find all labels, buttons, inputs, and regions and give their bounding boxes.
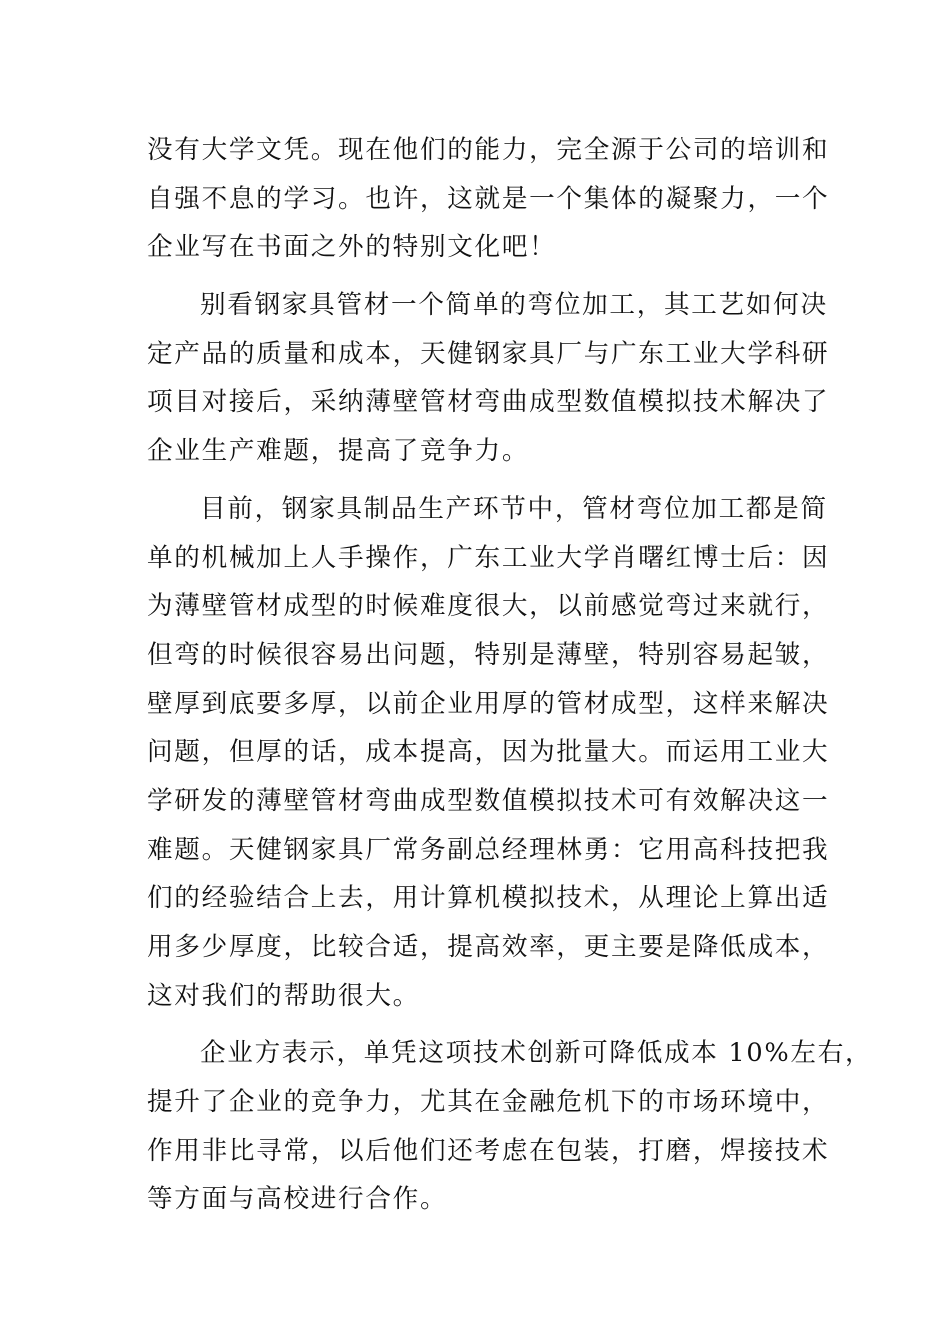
paragraph-line: 企业写在书面之外的特别文化吧！ bbox=[147, 232, 557, 263]
paragraph-line: 定产品的质量和成本，天健钢家具厂与广东工业大学科研 bbox=[147, 338, 830, 369]
paragraph-line: 但弯的时候很容易出问题，特别是薄壁，特别容易起皱， bbox=[147, 639, 830, 670]
paragraph-1 bbox=[147, 126, 830, 272]
paragraph-2 bbox=[147, 281, 830, 476]
paragraph-gap bbox=[147, 272, 817, 281]
paragraph-line: 没有大学文凭。现在他们的能力，完全源于公司的培训和 bbox=[147, 135, 830, 165]
paragraph-line: 为薄壁管材成型的时候难度很大，以前感觉弯过来就行， bbox=[147, 591, 830, 622]
paragraph-line: 这对我们的帮助很大。 bbox=[147, 980, 420, 1011]
paragraph-3 bbox=[147, 485, 830, 1021]
paragraph-line: 学研发的薄壁管材弯曲成型数值模拟技术可有效解决这一 bbox=[147, 785, 830, 816]
paragraph-line: 自强不息的学习。也许，这就是一个集体的凝聚力，一个 bbox=[147, 183, 830, 214]
paragraph-line: 作用非比寻常，以后他们还考虑在包装，打磨，焊接技术 bbox=[147, 1135, 830, 1166]
paragraph-line: 企业生产难题，提高了竞争力。 bbox=[147, 436, 530, 467]
paragraph-gap bbox=[147, 476, 817, 485]
paragraph-line: 项目对接后，采纳薄壁管材弯曲成型数值模拟技术解决了 bbox=[147, 387, 830, 418]
paragraph-line: 提升了企业的竞争力，尤其在金融危机下的市场环境中， bbox=[147, 1087, 830, 1118]
paragraph-line: 等方面与高校进行合作。 bbox=[147, 1184, 448, 1215]
paragraph-line: 别看钢家具管材一个简单的弯位加工，其工艺如何决 bbox=[200, 290, 828, 321]
document-body bbox=[147, 126, 873, 1224]
paragraph-line: 问题，但厚的话，成本提高，因为批量大。而运用工业大 bbox=[147, 737, 830, 768]
paragraph-4 bbox=[147, 1029, 873, 1224]
paragraph-line: 目前，钢家具制品生产环节中，管材弯位加工都是简 bbox=[200, 493, 828, 524]
paragraph-line: 企业方表示，单凭这项技术创新可降低成本 10%左右， bbox=[200, 1038, 873, 1069]
paragraph-line: 们的经验结合上去，用计算机模拟技术，从理论上算出适 bbox=[147, 883, 830, 914]
paragraph-line: 难题。天健钢家具厂常务副总经理林勇：它用高科技把我 bbox=[147, 834, 830, 865]
paragraph-line: 壁厚到底要多厚，以前企业用厚的管材成型，这样来解决 bbox=[147, 688, 830, 719]
paragraph-gap bbox=[147, 1020, 817, 1029]
paragraph-line: 单的机械加上人手操作，广东工业大学肖曙红博士后：因 bbox=[147, 542, 830, 573]
paragraph-line: 用多少厚度，比较合适，提高效率，更主要是降低成本， bbox=[147, 932, 830, 962]
